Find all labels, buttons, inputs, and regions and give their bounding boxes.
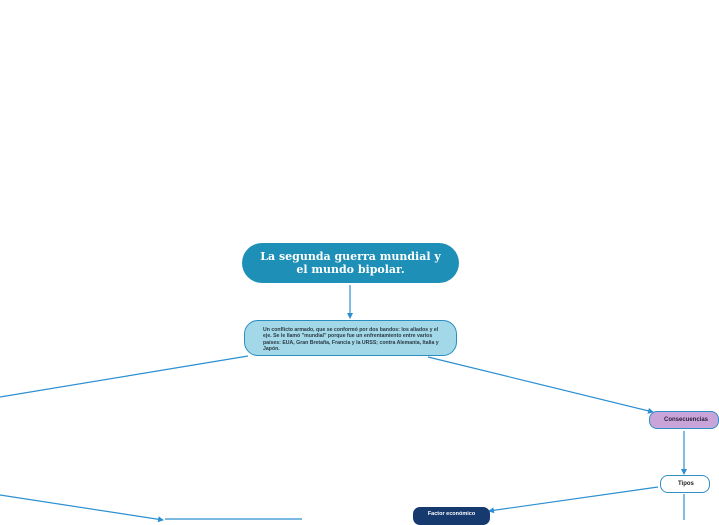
consequences-node[interactable]: Consecuencias bbox=[649, 411, 719, 429]
root-topic-node[interactable]: La segunda guerra mundial y el mundo bipolar. bbox=[242, 243, 459, 283]
description-node[interactable]: Un conflicto armado, que se conformó por dos bandos: los aliados y el eje. Se le llamó "mundial" porque fue un enfrentamiento entre varios países: EUA, Gran Bretaña, Francia y la URSS; contra Alemania, Italia y Japón. bbox=[244, 320, 457, 356]
economic-factor-node[interactable]: Factor económico bbox=[413, 507, 490, 525]
connector-description-to-left bbox=[0, 356, 248, 397]
connector-left-branch bbox=[0, 495, 163, 520]
types-node[interactable]: Tipos bbox=[660, 475, 710, 493]
connector-description-to-consequences bbox=[428, 357, 653, 412]
connector-types-to-factor bbox=[489, 487, 658, 511]
